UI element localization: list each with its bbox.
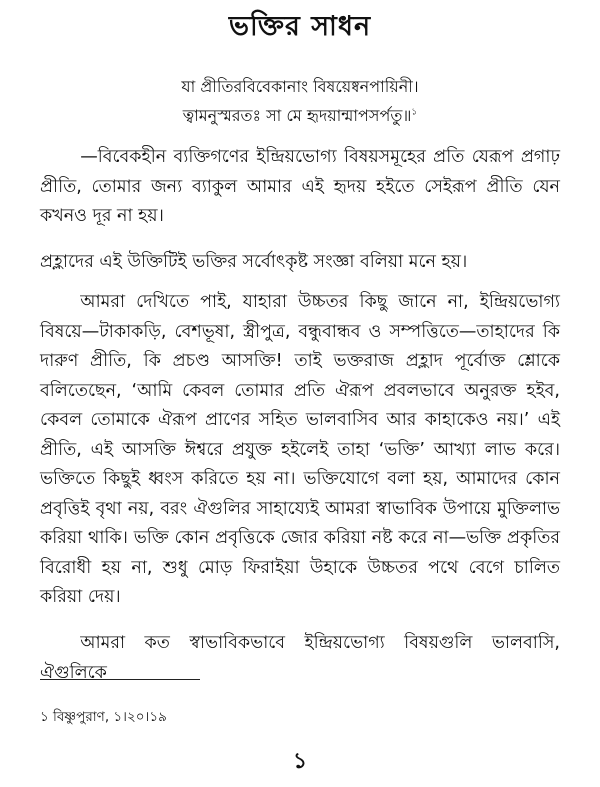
page-number: ১ <box>292 749 308 774</box>
footnote-divider <box>40 679 200 680</box>
paragraph-definition: প্রহ্লাদের এই উক্তিটিই ভক্তির সর্বোৎকৃষ্ট সংজ্ঞা বলিয়া মনে হয়। <box>40 252 468 272</box>
paragraph-continued: আমরা কত স্বাভাবিকভাবে ইন্দ্রিয়ভোগ্য বিষয়গুলি ভালবাসি, ঐগুলিকে <box>40 633 560 683</box>
chapter-title: ভক্তির সাধন <box>228 11 372 42</box>
footnote: ১ বিষ্ণুপুরাণ, ১।২০।১৯ <box>40 709 167 725</box>
paragraph-body: আমরা দেখিতে পাই, যাহারা উচ্চতর কিছু জানে না, ইন্দ্রিয়ভোগ্য বিষয়ে—টাকাকড়ি, বেশভূষা, স্ত্রীপুত্র, বন্ধুবান্ধব ও সম্পত্তিতে—তাহাদের কি দারুণ প্রীতি, কি প্রচণ্ড আসক্তি! তাই ভক্তরাজ প্রহ্লাদ পূর্বোক্ত শ্লোকে বলিতেছেন, ‘আমি কেবল তোমার প্রতি ঐরূপ প্রবলভাবে অনুরক্ত হইব, কেবল তোমাকে ঐরূপ প্রাণের সহিত ভালবাসিব আর কাহাকেও নয়।’ এই প্রীতি, এই আসক্তি ঈশ্বরে প্রযুক্ত হইলেই তাহা ‘ভক্তি’ আখ্যা লাভ করে। ভক্তিতে কিছুই ধ্বংস করিতে হয় না। ভক্তিযোগে বলা হয়, আমাদের কোন প্রবৃত্তিই বৃথা নয়, বরং ঐগুলির সাহায্যেই আমরা স্বাভাবিক উপায়ে মুক্তিলাভ করিয়া থাকি। ভক্তি কোন প্রবৃত্তিকে জোর করিয়া নষ্ট করে না—ভক্তি প্রকৃতির বিরোধী হয় না, শুধু মোড় ফিরাইয়া উহাকে উচ্চতর পথে বেগে চালিত করিয়া দেয়। <box>40 292 560 607</box>
verse-line-1: যা প্রীতিরবিবেকানাং বিষয়েষ্বনপায়িনী। <box>181 77 419 96</box>
verse-line-2-text: ত্বামনুস্মরতঃ সা মে হৃদয়ান্মাপসর্পতু॥ <box>182 106 412 125</box>
verse-line-2 <box>0 103 600 130</box>
footnote-marker: ১ <box>411 107 418 118</box>
paragraph-translation: —বিবেকহীন ব্যক্তিগণের ইন্দ্রিয়ভোগ্য বিষয়সমূহের প্রতি যেরূপ প্রগাঢ় প্রীতি, তোমার জন্য ব্যাকুল আমার এই হৃদয় হইতে সেইরূপ প্রীতি যেন কখনও দূর না হয়। <box>40 147 560 226</box>
